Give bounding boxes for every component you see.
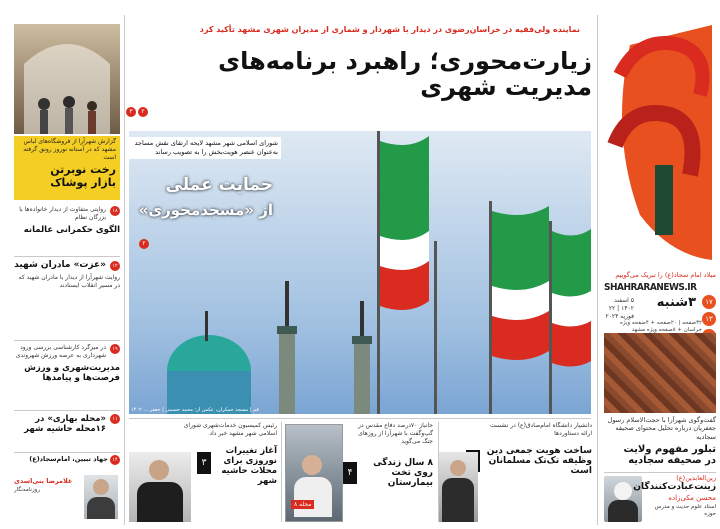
left-top-title-1: رخت نوبرتن (50, 163, 116, 177)
left-item-2-page: ۱۲ (110, 261, 120, 271)
right-story-title-2: در صحیفه سجادیه (628, 455, 716, 467)
left-item-4-title: «محله بهاری» در ۱۶محله حاشیه شهر (24, 414, 106, 434)
masthead-badge-2: ۱۳ (702, 312, 716, 326)
left-authors (14, 455, 120, 521)
masthead-website: SHAHRARANEWS.IR (604, 282, 697, 293)
right-column-story (604, 416, 716, 472)
masthead-date: ۵ اسفند ۱۴۰۲ | ۲۲ فوریه ۲۰۲۴ (605, 297, 634, 320)
headline-kicker: نماینده ولی‌فقیه در خراسان‌رضوی در دیدار با شهردار و شماری از مدیران شهری مشهد تأکید کرد (199, 25, 580, 34)
left-author-2-role: روزنامه‌نگار (14, 487, 40, 493)
right-bottom-line2: زینت‌عبادت‌کنندگان (633, 482, 716, 493)
left-top-summary: گزارش شهرآرا از فروشگاه‌های لباس مشهد که در آستانه نوروز رونق گرفته است (23, 138, 116, 161)
bottom-story-2-badge: محله ۸ (291, 500, 314, 509)
left-item-1 (14, 206, 120, 250)
headline-page-2: ۲ (138, 107, 148, 117)
right-story-summary: گفت‌وگوی شهرآرا با حجت‌الاسلام رسول جعفریان درباره تحلیل محتوای صحیفه سجادیه (607, 416, 716, 441)
right-column-bottom (604, 474, 716, 524)
headline-page-3: ۳ (126, 107, 136, 117)
main-story-title-2: از «مسجدمحوری» (138, 201, 273, 219)
left-top-title-2: بازار پوشاک (50, 176, 116, 190)
masthead-logo (600, 15, 720, 270)
left-item-2 (14, 260, 120, 334)
left-top-story (14, 136, 120, 200)
left-item-3-summary: در میزگرد کارشناسی بررسی ورود شهرداری به عرصه ورزش شهروندی (15, 344, 106, 359)
left-top-photo-scene (14, 24, 120, 134)
bottom-story-2-num: ۴ (343, 462, 357, 484)
left-author-1-page: ۱۴ (110, 455, 120, 465)
left-item-3-page: ۱۹ (110, 344, 120, 354)
masthead-tagline: میلاد امام سجاد(ع) را تبریک می‌گوییم (615, 271, 716, 279)
headline-title: زیارت‌محوری؛ راهبرد برنامه‌های مدیریت شهری (218, 47, 592, 102)
main-photo-scene (129, 131, 591, 414)
main-photo (129, 131, 591, 414)
left-item-1-title: الگوی حکمرانی عالمانه (23, 224, 120, 235)
bottom-story-3 (438, 422, 592, 522)
bottom-story-1-summary: رئیس کمیسیون خدمات‌شهری شورای اسلامی شهر مشهد خبر داد (183, 422, 277, 437)
left-item-3-title: مدیریت‌شهری و ورزش فرصت‌ها و پیامدها (24, 362, 120, 383)
left-author-avatar (84, 475, 118, 519)
left-item-2-title: «عزت» مادران شهید (14, 260, 106, 270)
bottom-story-3-photo (438, 452, 478, 522)
right-bottom-author: محسن مکی‌زاده (668, 494, 716, 503)
bottom-story-2-title: ۸ سال زندگی روی تخت بیمارستان (373, 458, 433, 488)
main-story-summary: شورای اسلامی شهر مشهد لایحه ارتقای نقش مساجد به‌عنوان عنصر هویت‌بخش را به تصویب رساند (129, 137, 281, 159)
left-top-photo (14, 24, 120, 134)
left-item-2-detail: روایت شهرآرا از دیدار با مادران شهید که در مسیر انقلاب ایستادند (18, 274, 120, 289)
bottom-story-2 (283, 422, 435, 522)
bottom-story-1-num: ۳ (197, 452, 211, 474)
masthead-logo-text: شهرآرا (646, 248, 674, 258)
bottom-story-2-summary: جانباز ۷۰درصد دفاع مقدس در گپ‌وگفت با شهرآرا از روزهای جنگ می‌گوید (358, 422, 433, 445)
left-item-4-page: ۱۱ (110, 414, 120, 424)
bottom-story-3-summary: دانشیار دانشگاه امام‌صادق(ع) در نشست ارائه دستاوردها (490, 422, 592, 437)
main-photo-caption: قم | مسجد جمکران، عکس از: محمد حسینی | جعفر ... ۱۴۰۲ (131, 407, 259, 413)
left-author-1-name: جهاد تبیین، امام‌سجاد(ع) (29, 455, 108, 463)
left-item-1-summary: روایتی متفاوت از دیدار خانواده‌ها با بزرگان نظام (19, 206, 106, 221)
bottom-story-1-photo (129, 452, 191, 522)
bottom-story-3-title: ساخت هویت جمعی دین وظیفه تک‌تک مسلمانان است (486, 446, 592, 476)
main-story-title-1: حمایت عملی (165, 175, 273, 195)
main-story-page: ۲ (139, 239, 149, 249)
right-bottom-role: استاد علوم حدیث و مدرس حوزه (654, 503, 716, 517)
masthead-day: ۳شنبه (656, 295, 696, 310)
right-column-image (604, 333, 716, 413)
bottom-story-1-title: آغاز تغییرات نوروزی برای محلات حاشیه شهر (221, 446, 277, 486)
right-story-title-1: تبلور مفهوم ولایت (623, 444, 716, 456)
bottom-story-1 (129, 422, 279, 522)
left-item-4 (14, 414, 120, 448)
left-item-3 (14, 344, 120, 406)
masthead-issue-info: ۳۲صفحه | ۲۰صفحه + ۴صفحه ویژه خراسان + ۸صفحه ویژه مشهد (620, 320, 702, 334)
right-bottom-line1: زین‌العابدین(ع) (676, 474, 716, 482)
masthead-badge-1: ۱۷ (702, 295, 716, 309)
left-author-2-name: غلامرضا بنی‌اسدی (14, 477, 73, 485)
left-item-1-page: ۱۸ (110, 206, 120, 216)
